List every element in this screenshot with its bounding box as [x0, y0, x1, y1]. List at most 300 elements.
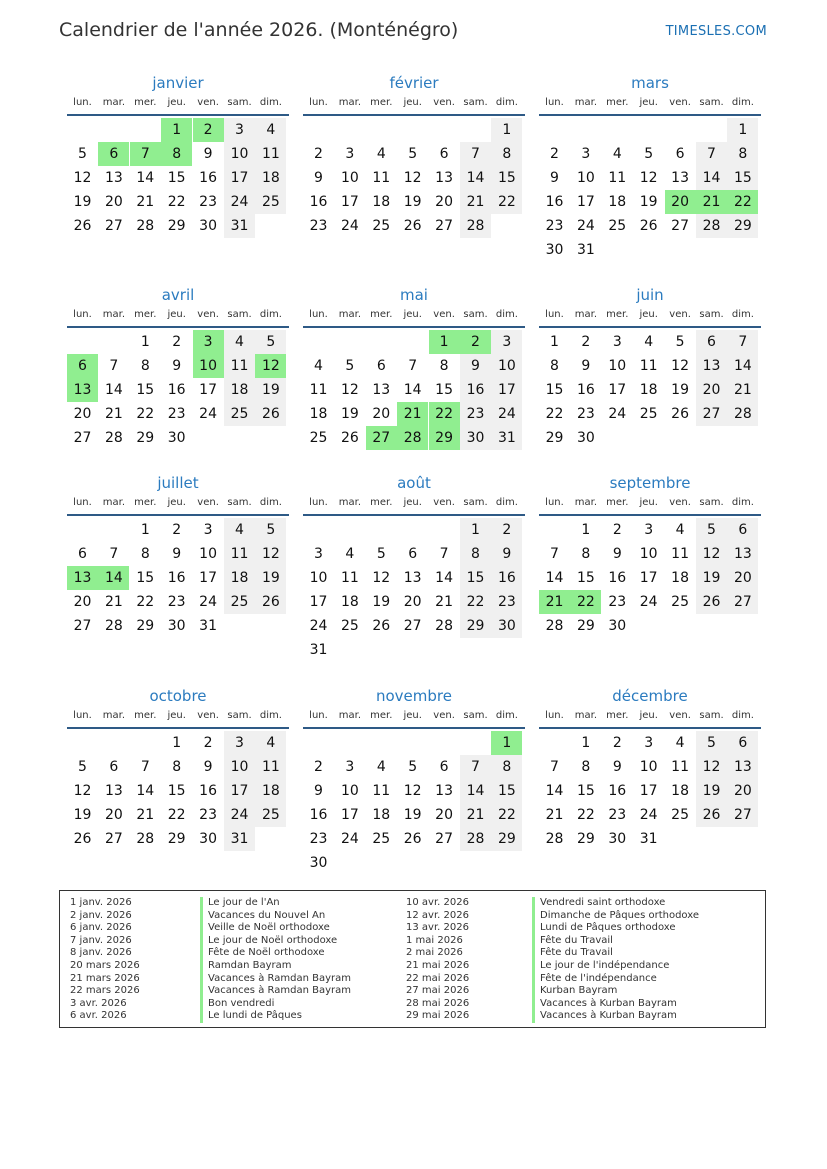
legend-holiday-name: Fête du Travail: [540, 947, 613, 959]
day-cell: 20: [435, 194, 453, 210]
legend-holiday-name: Le jour de l'An: [208, 897, 280, 908]
day-cell: 26: [696, 803, 727, 827]
day-cell: 30: [608, 831, 627, 847]
month-mai: [303, 284, 525, 478]
weekday-label: ven.: [669, 309, 691, 320]
day-cell: 13: [671, 170, 689, 186]
weekday-label: jeu.: [403, 710, 422, 721]
day-cell: 23: [608, 594, 627, 610]
day-cell: 27: [104, 218, 123, 234]
day-cell: 21: [104, 594, 123, 610]
day-cell: 22: [136, 406, 155, 422]
day-cell: 16: [199, 170, 217, 186]
day-cell: 20: [104, 194, 123, 210]
day-cell: 9: [172, 358, 182, 374]
day-cell: 28: [545, 618, 564, 634]
month-juillet: [67, 472, 289, 666]
legend-date: 13 avr. 2026: [406, 922, 469, 934]
day-cell: 22: [545, 406, 564, 422]
day-cell: 6: [439, 146, 449, 162]
month-name: mars: [631, 74, 669, 92]
day-cell: 14: [545, 570, 564, 586]
day-cell: 6: [675, 146, 685, 162]
day-cell: 8: [172, 759, 182, 775]
day-cell: 13: [372, 382, 391, 398]
day-cell: 29: [727, 214, 758, 238]
day-cell: 14: [460, 166, 491, 190]
day-cell: 2: [172, 334, 182, 350]
day-cell: 20: [435, 807, 453, 823]
weekday-label: ven.: [433, 309, 455, 320]
weekday-label: mar.: [338, 497, 362, 508]
weekday-header: [303, 707, 525, 729]
holiday-day-cell: 1: [429, 330, 460, 354]
day-cell: 8: [727, 142, 758, 166]
weekday-label: mer.: [606, 710, 629, 721]
weekday-label: ven.: [197, 497, 219, 508]
weekday-label: mar.: [102, 497, 126, 508]
day-cell: 3: [203, 522, 213, 538]
day-cell: 22: [491, 190, 522, 214]
legend-holiday-name: Fête de Noël orthodoxe: [208, 947, 325, 959]
day-cell: 20: [403, 594, 422, 610]
weekday-label: dim.: [495, 710, 518, 721]
day-cell: 11: [224, 542, 255, 566]
day-cell: 14: [727, 354, 758, 378]
day-cell: 27: [435, 831, 453, 847]
day-cell: 6: [376, 358, 386, 374]
weekday-label: mer.: [370, 97, 393, 108]
day-cell: 13: [727, 755, 758, 779]
weekday-label: sam.: [227, 497, 252, 508]
day-cell: 20: [73, 594, 92, 610]
day-cell: 22: [167, 194, 186, 210]
day-cell: 19: [73, 194, 92, 210]
day-cell: 23: [576, 406, 595, 422]
day-cell: 3: [224, 731, 255, 755]
day-cell: 5: [408, 146, 418, 162]
day-cell: 16: [309, 194, 328, 210]
day-cell: 28: [460, 214, 491, 238]
weekday-label: mer.: [606, 309, 629, 320]
legend-date: 8 janv. 2026: [70, 947, 132, 959]
day-cell: 27: [73, 430, 92, 446]
day-cell: 24: [199, 594, 217, 610]
day-cell: 5: [696, 731, 727, 755]
holiday-day-cell: 13: [67, 566, 98, 590]
day-cell: 30: [491, 614, 522, 638]
day-grid: [303, 328, 525, 478]
day-cell: 26: [255, 402, 286, 426]
day-cell: 14: [104, 382, 123, 398]
day-cell: 17: [576, 194, 595, 210]
day-cell: 5: [675, 334, 685, 350]
weekday-label: sam.: [227, 710, 252, 721]
legend-date: 2 mai 2026: [406, 947, 463, 959]
day-cell: 16: [491, 566, 522, 590]
day-cell: 22: [460, 590, 491, 614]
weekday-label: sam.: [699, 497, 724, 508]
day-cell: 17: [639, 570, 658, 586]
legend-date: 7 janv. 2026: [70, 934, 132, 946]
day-cell: 29: [136, 618, 155, 634]
day-cell: 7: [140, 759, 150, 775]
day-cell: 30: [608, 618, 627, 634]
day-cell: 19: [639, 194, 658, 210]
day-cell: 20: [104, 807, 123, 823]
day-cell: 14: [136, 170, 155, 186]
day-cell: 25: [224, 590, 255, 614]
day-cell: 3: [345, 146, 355, 162]
holiday-day-cell: 3: [193, 330, 224, 354]
day-cell: 2: [314, 146, 323, 162]
legend-holiday-name: Dimanche de Pâques orthodoxe: [540, 909, 699, 921]
day-cell: 31: [491, 426, 522, 450]
day-cell: 21: [136, 807, 155, 823]
day-cell: 27: [696, 402, 727, 426]
day-cell: 5: [408, 759, 418, 775]
day-cell: 2: [203, 735, 213, 751]
day-cell: 18: [671, 783, 689, 799]
holiday-day-cell: 2: [193, 118, 224, 142]
day-cell: 21: [460, 803, 491, 827]
day-cell: 21: [104, 406, 123, 422]
weekday-label: jeu.: [403, 97, 422, 108]
month-name: août: [397, 474, 431, 492]
day-cell: 4: [224, 518, 255, 542]
weekday-label: dim.: [731, 97, 754, 108]
day-cell: 19: [340, 406, 359, 422]
weekday-label: sam.: [699, 97, 724, 108]
day-cell: 2: [314, 759, 323, 775]
weekday-label: jeu.: [167, 309, 186, 320]
month-juin: [539, 284, 761, 478]
day-cell: 22: [136, 594, 155, 610]
month-novembre: [303, 685, 525, 879]
holiday-day-cell: 28: [397, 426, 428, 450]
day-cell: 30: [545, 242, 564, 258]
weekday-label: dim.: [259, 309, 282, 320]
day-cell: 19: [73, 807, 92, 823]
weekday-label: lun.: [545, 309, 564, 320]
day-cell: 19: [255, 378, 286, 402]
day-cell: 24: [491, 402, 522, 426]
day-cell: 29: [167, 831, 186, 847]
day-cell: 14: [545, 783, 564, 799]
day-cell: 8: [581, 759, 591, 775]
day-cell: 30: [167, 430, 186, 446]
day-cell: 18: [224, 378, 255, 402]
day-cell: 24: [639, 594, 658, 610]
holiday-day-cell: 7: [130, 142, 161, 166]
holiday-day-cell: 22: [570, 590, 601, 614]
day-cell: 18: [608, 194, 627, 210]
day-cell: 16: [576, 382, 595, 398]
day-cell: 26: [372, 618, 391, 634]
legend-holiday-name: Vacances à Ramdan Bayram: [208, 985, 351, 997]
month-mars: [539, 72, 761, 266]
day-cell: 16: [309, 807, 328, 823]
weekday-label: sam.: [463, 710, 488, 721]
weekday-label: jeu.: [167, 710, 186, 721]
day-cell: 28: [104, 618, 123, 634]
day-cell: 13: [104, 170, 123, 186]
day-cell: 10: [491, 354, 522, 378]
weekday-label: dim.: [731, 497, 754, 508]
legend-holiday-name: Ramdan Bayram: [208, 959, 292, 971]
day-cell: 14: [435, 570, 453, 586]
day-cell: 7: [439, 546, 449, 562]
day-cell: 8: [581, 546, 591, 562]
day-cell: 14: [403, 382, 422, 398]
legend-dates-left: [70, 897, 140, 1023]
weekday-label: jeu.: [403, 497, 422, 508]
weekday-label: sam.: [463, 97, 488, 108]
day-cell: 6: [78, 546, 87, 562]
day-cell: 12: [639, 170, 658, 186]
day-cell: 29: [491, 827, 522, 851]
day-cell: 8: [140, 546, 150, 562]
day-cell: 18: [372, 194, 391, 210]
weekday-label: mar.: [102, 309, 126, 320]
day-cell: 17: [224, 779, 255, 803]
day-cell: 17: [340, 194, 359, 210]
day-cell: 4: [255, 731, 286, 755]
weekday-label: mer.: [134, 309, 157, 320]
weekday-label: jeu.: [639, 309, 658, 320]
weekday-label: sam.: [227, 309, 252, 320]
day-cell: 24: [340, 218, 359, 234]
day-cell: 15: [576, 570, 595, 586]
holiday-day-cell: 2: [460, 330, 491, 354]
holiday-day-cell: 22: [429, 402, 460, 426]
day-cell: 8: [491, 755, 522, 779]
holiday-day-cell: 8: [161, 142, 192, 166]
day-cell: 4: [314, 358, 323, 374]
day-cell: 10: [639, 546, 658, 562]
weekday-label: ven.: [669, 97, 691, 108]
month-name: mai: [400, 286, 428, 304]
legend-holiday-name: Vacances à Kurban Bayram: [540, 997, 677, 1009]
weekday-header: [539, 94, 761, 116]
day-grid: [539, 116, 761, 266]
day-cell: 2: [550, 146, 559, 162]
day-cell: 11: [671, 546, 689, 562]
day-cell: 12: [403, 170, 422, 186]
day-cell: 12: [73, 170, 92, 186]
day-cell: 30: [576, 430, 595, 446]
legend-date: 6 janv. 2026: [70, 922, 132, 934]
day-cell: 9: [314, 783, 323, 799]
day-cell: 24: [224, 803, 255, 827]
day-cell: 26: [340, 430, 359, 446]
holiday-day-cell: 10: [193, 354, 224, 378]
weekday-label: sam.: [463, 309, 488, 320]
holiday-day-cell: 1: [491, 731, 522, 755]
day-cell: 21: [545, 807, 564, 823]
weekday-header: [303, 306, 525, 328]
day-cell: 28: [435, 618, 453, 634]
day-cell: 24: [309, 618, 328, 634]
month-name: novembre: [376, 687, 452, 705]
month-name: juillet: [157, 474, 199, 492]
day-cell: 6: [727, 731, 758, 755]
day-cell: 2: [172, 522, 182, 538]
weekday-label: jeu.: [639, 497, 658, 508]
day-cell: 29: [136, 430, 155, 446]
day-cell: 15: [727, 166, 758, 190]
day-cell: 1: [460, 518, 491, 542]
day-cell: 11: [372, 783, 391, 799]
weekday-label: mar.: [338, 710, 362, 721]
day-cell: 29: [545, 430, 564, 446]
day-cell: 5: [78, 759, 87, 775]
day-cell: 16: [199, 783, 217, 799]
weekday-label: ven.: [197, 710, 219, 721]
weekday-label: mar.: [574, 710, 598, 721]
weekday-label: lun.: [309, 710, 328, 721]
day-cell: 16: [608, 783, 627, 799]
day-cell: 13: [696, 354, 727, 378]
day-cell: 18: [255, 166, 286, 190]
day-cell: 20: [696, 378, 727, 402]
weekday-label: mar.: [574, 97, 598, 108]
day-cell: 31: [199, 618, 217, 634]
day-grid: [67, 116, 289, 266]
day-cell: 21: [136, 194, 155, 210]
holiday-day-cell: 13: [67, 378, 98, 402]
legend-date: 20 mars 2026: [70, 959, 140, 971]
day-cell: 2: [612, 735, 622, 751]
month-name: février: [389, 74, 439, 92]
weekday-label: dim.: [495, 309, 518, 320]
legend-holiday-name: Fête du Travail: [540, 934, 613, 946]
holiday-day-cell: 6: [98, 142, 129, 166]
day-cell: 15: [167, 170, 186, 186]
day-cell: 29: [167, 218, 186, 234]
day-cell: 16: [460, 378, 491, 402]
day-cell: 11: [608, 170, 627, 186]
day-cell: 23: [167, 406, 186, 422]
day-cell: 4: [612, 146, 622, 162]
month-name: décembre: [612, 687, 688, 705]
weekday-label: mar.: [574, 497, 598, 508]
legend-date: 10 avr. 2026: [406, 897, 469, 908]
legend-date: 1 janv. 2026: [70, 897, 132, 908]
site-link[interactable]: TIMESLES.COM: [665, 24, 767, 39]
month-août: [303, 472, 525, 666]
day-cell: 23: [491, 590, 522, 614]
day-cell: 18: [340, 594, 359, 610]
day-cell: 12: [372, 570, 391, 586]
day-cell: 9: [550, 170, 559, 186]
month-septembre: [539, 472, 761, 666]
weekday-header: [539, 707, 761, 729]
day-cell: 10: [224, 142, 255, 166]
day-grid: [303, 729, 525, 879]
day-cell: 1: [172, 735, 182, 751]
day-cell: 20: [372, 406, 391, 422]
weekday-label: jeu.: [167, 497, 186, 508]
weekday-label: dim.: [731, 309, 754, 320]
weekday-label: lun.: [309, 97, 328, 108]
weekday-label: lun.: [545, 497, 564, 508]
day-cell: 12: [403, 783, 422, 799]
day-cell: 24: [199, 406, 217, 422]
day-cell: 18: [255, 779, 286, 803]
day-cell: 7: [109, 546, 119, 562]
day-cell: 10: [639, 759, 658, 775]
day-cell: 21: [727, 378, 758, 402]
day-cell: 12: [255, 542, 286, 566]
day-cell: 11: [309, 382, 328, 398]
weekday-label: mer.: [134, 97, 157, 108]
weekday-label: dim.: [259, 97, 282, 108]
page-title: Calendrier de l'année 2026. (Monténégro): [59, 19, 459, 41]
weekday-label: ven.: [197, 309, 219, 320]
day-cell: 5: [255, 518, 286, 542]
month-décembre: [539, 685, 761, 879]
day-cell: 2: [491, 518, 522, 542]
day-cell: 10: [340, 170, 359, 186]
weekday-label: mar.: [338, 309, 362, 320]
day-cell: 4: [224, 330, 255, 354]
day-cell: 12: [696, 755, 727, 779]
day-cell: 24: [608, 406, 627, 422]
day-cell: 7: [460, 142, 491, 166]
day-grid: [67, 516, 289, 666]
day-cell: 7: [408, 358, 418, 374]
day-cell: 4: [675, 522, 685, 538]
day-cell: 30: [460, 426, 491, 450]
day-cell: 10: [224, 755, 255, 779]
day-cell: 23: [545, 218, 564, 234]
day-cell: 1: [581, 522, 591, 538]
day-cell: 3: [314, 546, 323, 562]
day-cell: 26: [696, 590, 727, 614]
day-cell: 25: [255, 190, 286, 214]
legend-date: 21 mars 2026: [70, 972, 140, 984]
weekday-label: dim.: [259, 497, 282, 508]
weekday-label: mer.: [370, 497, 393, 508]
day-cell: 22: [167, 807, 186, 823]
day-cell: 14: [136, 783, 155, 799]
month-name: juin: [636, 286, 664, 304]
day-cell: 30: [199, 218, 217, 234]
day-cell: 8: [550, 358, 559, 374]
day-cell: 10: [576, 170, 595, 186]
day-grid: [67, 328, 289, 478]
day-cell: 9: [203, 146, 213, 162]
day-cell: 30: [199, 831, 217, 847]
day-cell: 25: [309, 430, 328, 446]
holiday-day-cell: 21: [696, 190, 727, 214]
holiday-day-cell: 21: [397, 402, 428, 426]
weekday-label: mer.: [134, 710, 157, 721]
day-cell: 8: [491, 142, 522, 166]
day-cell: 24: [576, 218, 595, 234]
day-cell: 12: [696, 542, 727, 566]
day-cell: 13: [403, 570, 422, 586]
day-cell: 28: [136, 831, 155, 847]
day-cell: 9: [172, 546, 182, 562]
day-cell: 28: [696, 214, 727, 238]
day-cell: 19: [255, 566, 286, 590]
day-cell: 19: [696, 779, 727, 803]
weekday-label: mar.: [102, 97, 126, 108]
legend-date: 3 avr. 2026: [70, 997, 127, 1009]
day-cell: 4: [644, 334, 654, 350]
